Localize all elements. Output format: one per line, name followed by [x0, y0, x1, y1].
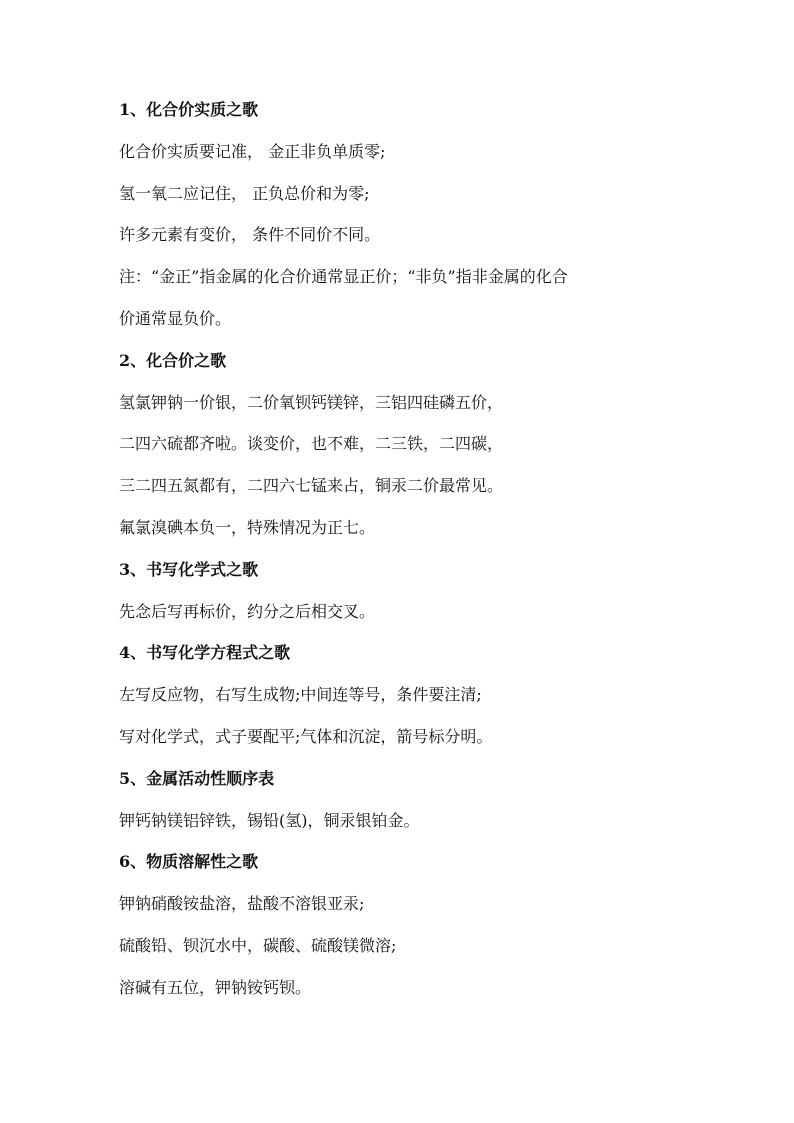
text-line: 钾钠硝酸铵盐溶，盐酸不溶银亚汞; — [119, 894, 365, 914]
text-line: 硫酸铅、钡沉水中，碳酸、硫酸镁微溶; — [119, 935, 397, 955]
section-heading: 5、金属活动性顺序表 — [119, 768, 275, 788]
text-line: 先念后写再标价，约分之后相交叉。 — [119, 601, 376, 621]
text-line: 写对化学式，式子要配平;气体和沉淀，箭号标分明。 — [119, 726, 493, 746]
section-heading: 6、物质溶解性之歌 — [119, 852, 259, 872]
text-line: 二四六硫都齐啦。谈变价，也不难，二三铁，二四碳， — [119, 434, 504, 454]
document-page — [119, 100, 699, 1020]
section-heading: 1、化合价实质之歌 — [119, 100, 259, 119]
note-line: 价通常显负价。 — [119, 308, 232, 328]
text-line: 氟氯溴碘本负一，特殊情况为正七。 — [119, 517, 376, 537]
section-heading: 2、化合价之歌 — [119, 350, 227, 370]
text-line: 三二四五氮都有，二四六七锰来占，铜汞二价最常见。 — [119, 476, 504, 496]
text-line: 钾钙钠镁铝锌铁，锡铅(氢)，铜汞银铂金。 — [119, 810, 420, 830]
note-line: 注：“金正”指金属的化合价通常显正价；“非负”指非金属的化合 — [119, 267, 568, 287]
text-line: 溶碱有五位，钾钠铵钙钡。 — [119, 977, 312, 997]
text-line: 许多元素有变价， 条件不同价不同。 — [119, 225, 381, 245]
section-heading: 3、书写化学式之歌 — [119, 559, 259, 579]
text-line: 氢氯钾钠一价银，二价氧钡钙镁锌，三铝四硅磷五价， — [119, 392, 504, 412]
text-line: 氢一氧二应记住， 正负总价和为零; — [119, 183, 370, 203]
section-heading: 4、书写化学方程式之歌 — [119, 643, 291, 663]
text-line: 左写反应物，右写生成物;中间连等号，条件要注清; — [119, 685, 482, 705]
text-line: 化合价实质要记准， 金正非负单质零; — [119, 141, 386, 161]
